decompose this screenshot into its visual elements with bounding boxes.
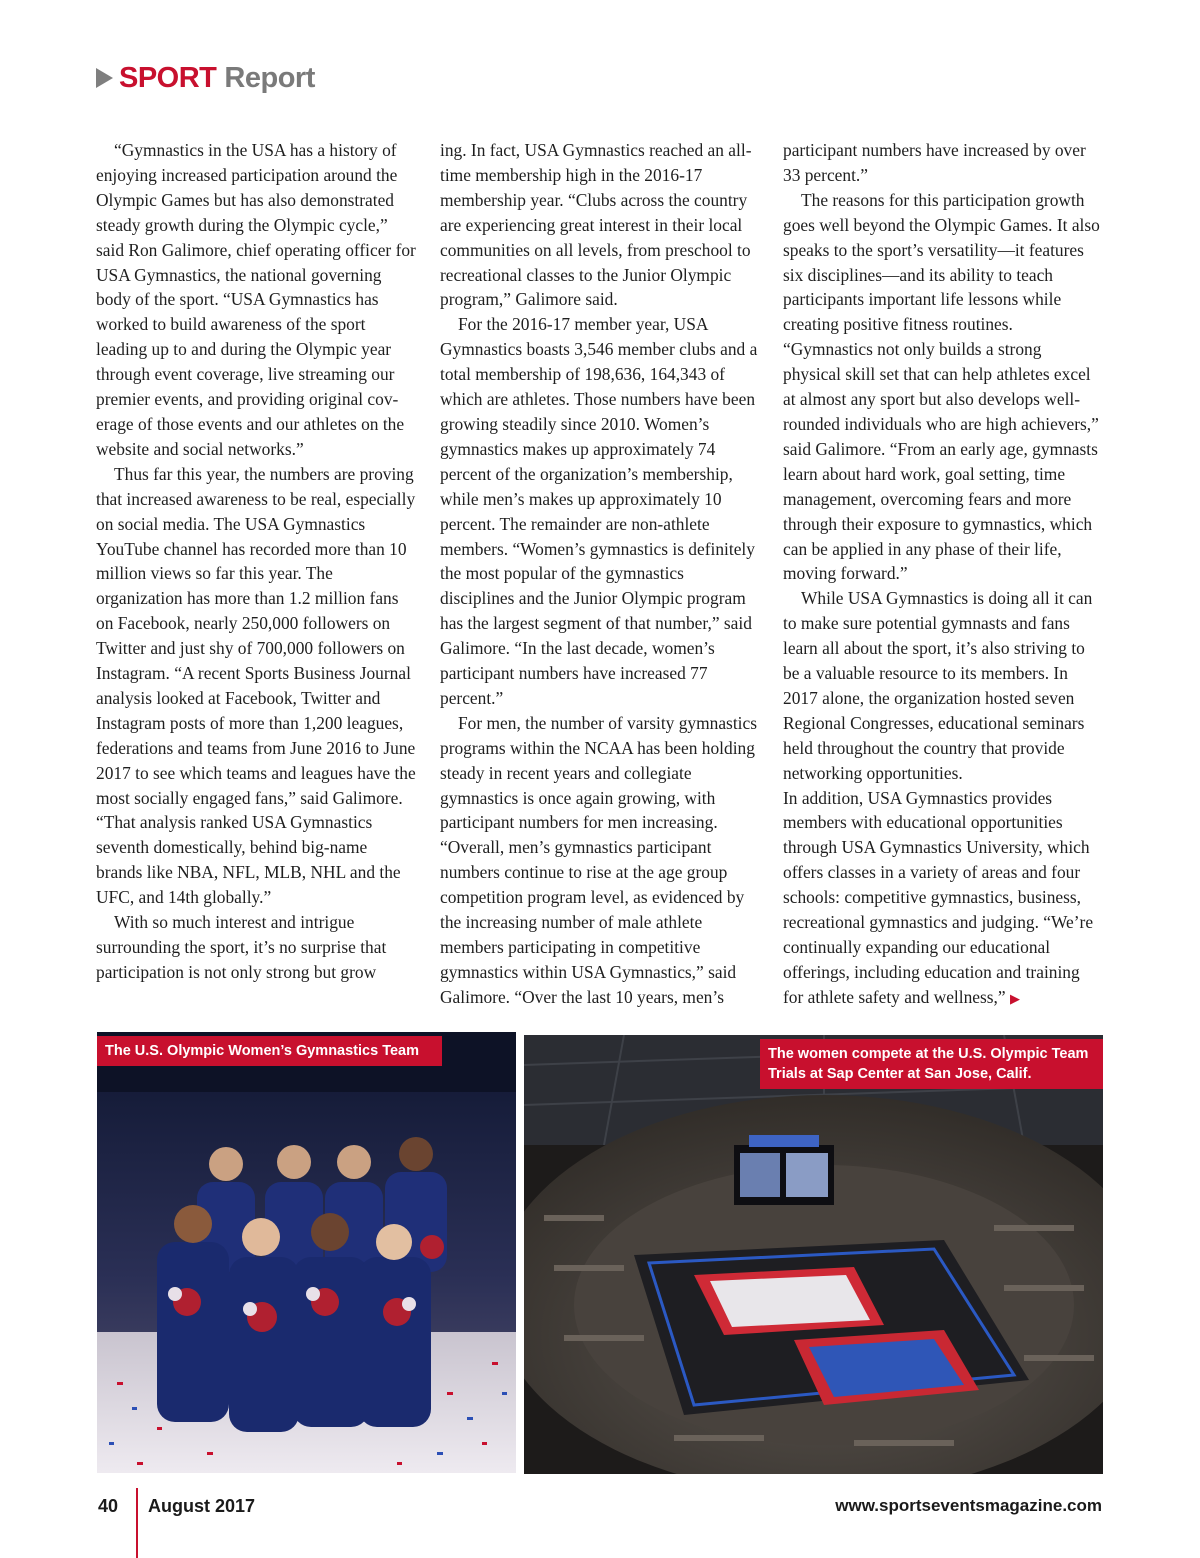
footer-divider bbox=[136, 1488, 138, 1558]
section-title-sport: SPORT bbox=[119, 61, 217, 94]
paragraph: ing. In fact, USA Gymnastics reached an all-time membership high in the 2016-17 membership year. “Clubs across the country are experiencing great interest in their local communities on all levels, from preschool to recreational classes to the Junior Olympic program,” Galimore said. bbox=[440, 140, 752, 310]
website-url: www.sportseventsmagazine.com bbox=[835, 1496, 1102, 1515]
triangle-icon bbox=[96, 68, 113, 88]
paragraph: For the 2016-17 member year, USA Gymnastics boasts 3,546 member clubs and a total membership of 198,636, 164,343 of which are athletes. Those numbers have been growing steadily since 2010. Women’s gymnastics makes up approximately 74 percent of the organization’s membership, while men’s makes up approximately 10 percent. The remainder are non-athlete members. “Women’s gymnastics is definitely the most popular of the gymnastics disciplines and the Junior Olympic program has the largest segment of that number,” said Galimore. “In the last decade, women’s participant numbers have increased 77 percent.” bbox=[440, 314, 758, 708]
team-photo bbox=[97, 1032, 516, 1473]
paragraph: With so much interest and intrigue surrounding the sport, it’s no surprise that participation is not only strong but grow bbox=[96, 912, 387, 982]
paragraph: For men, the number of varsity gymnastics programs within the NCAA has been holding steady in recent years and collegiate gymnastics is once again growing, with participant numbers for men increasing. “Overall, men’s gymnastics participant numbers continue to rise at the age group competition program level, as evidenced by the increasing number of male athlete members participating in competitive gymnastics within USA Gymnastics,” said Galimore. “Over the last 10 years, men’s bbox=[440, 712, 757, 1007]
page-footer bbox=[96, 1488, 1104, 1558]
section-title-report: Report bbox=[224, 61, 315, 94]
paragraph: The reasons for this participation growth goes well beyond the Olympic Games. It also speaks to the sport’s versatility—it features six disciplines—and its ability to teach participants important life lessons while creating positive fitness routines. “Gymnastics not only builds a strong physical skill set that can help athletes excel at almost any sport but also develops well-rounded individuals who are high achievers,” said Galimore. “From an early age, gymnasts learn about hard work, goal setting, time management, overcoming fears and more through their exposure to gymnastics, which can be applied in any phase of their life, moving forward.” bbox=[783, 189, 1100, 584]
paragraph: While USA Gymnastics is doing all it can to make sure potential gymnasts and fans learn all about the sport, it’s also striving to be a valuable resource to its members. In 2017 alone, the organization hosted seven Regional Congresses, educational seminars held throughout the country that provide networking opportunities. bbox=[783, 588, 1093, 783]
continue-arrow-icon: ▶ bbox=[1009, 991, 1020, 1007]
paragraph: Thus far this year, the numbers are proving that increased awareness to be real, especially on social media. The USA Gymnastics YouTube channel has recorded more than 10 million views so far this year. The organization has more than 1.2 million fans on Facebook, nearly 250,000 followers on Twitter and just shy of 700,000 followers on Instagram. “A recent Sports Business Journal analysis looked at Facebook, Twitter and Instagram posts of more than 1,200 leagues, federations and teams from June 2016 to June 2017 to see which teams and leagues have the most socially engaged fans,” said Galimore. “That analysis ranked USA Gymnastics seventh domestically, behind big-name brands like NBA, NFL, MLB, NHL and the UFC, and 14th globally.” bbox=[96, 463, 416, 908]
team-photo-image bbox=[97, 1032, 516, 1473]
paragraph-text: In addition, USA Gymnastics provides members with educational opportunities through USA Gymnastics University, which offers classes in a variety of areas and four schools: competitive gymnastics, business, recreational gymnastics and judging. “We’re continually expanding our educational offerings, including education and training for athlete safety and wellness,” bbox=[783, 787, 1094, 1007]
issue-date: August 2017 bbox=[148, 1496, 256, 1516]
paragraph bbox=[783, 786, 1103, 1013]
page-number: 40 bbox=[98, 1496, 119, 1516]
article-body bbox=[96, 138, 1104, 1010]
paragraph: “Gymnastics in the USA has a history of enjoying increased participation around the Olympic Games but has also demonstrated steady growth during the Olympic cycle,” said Ron Galimore, chief operating officer for USA Gymnastics, the national governing body of the sport. “USA Gymnastics has worked to build awareness of the sport leading up to and during the Olympic year through event coverage, live streaming our premier events, and providing original coverage of those events and our athletes on the website and social networks.” bbox=[96, 140, 416, 459]
section-header bbox=[96, 58, 315, 98]
article-column-2 bbox=[440, 138, 760, 1010]
article-column-1 bbox=[96, 138, 416, 985]
arena-photo bbox=[524, 1035, 1103, 1474]
article-column-3 bbox=[783, 138, 1103, 1013]
arena-photo-image bbox=[524, 1035, 1103, 1474]
team-photo-caption: The U.S. Olympic Women’s Gymnastics Team bbox=[97, 1036, 442, 1066]
paragraph: participant numbers have increased by over 33 percent.” bbox=[783, 140, 1086, 185]
arena-photo-caption: The women compete at the U.S. Olympic Team Trials at Sap Center at San Jose, Calif. bbox=[760, 1039, 1103, 1089]
